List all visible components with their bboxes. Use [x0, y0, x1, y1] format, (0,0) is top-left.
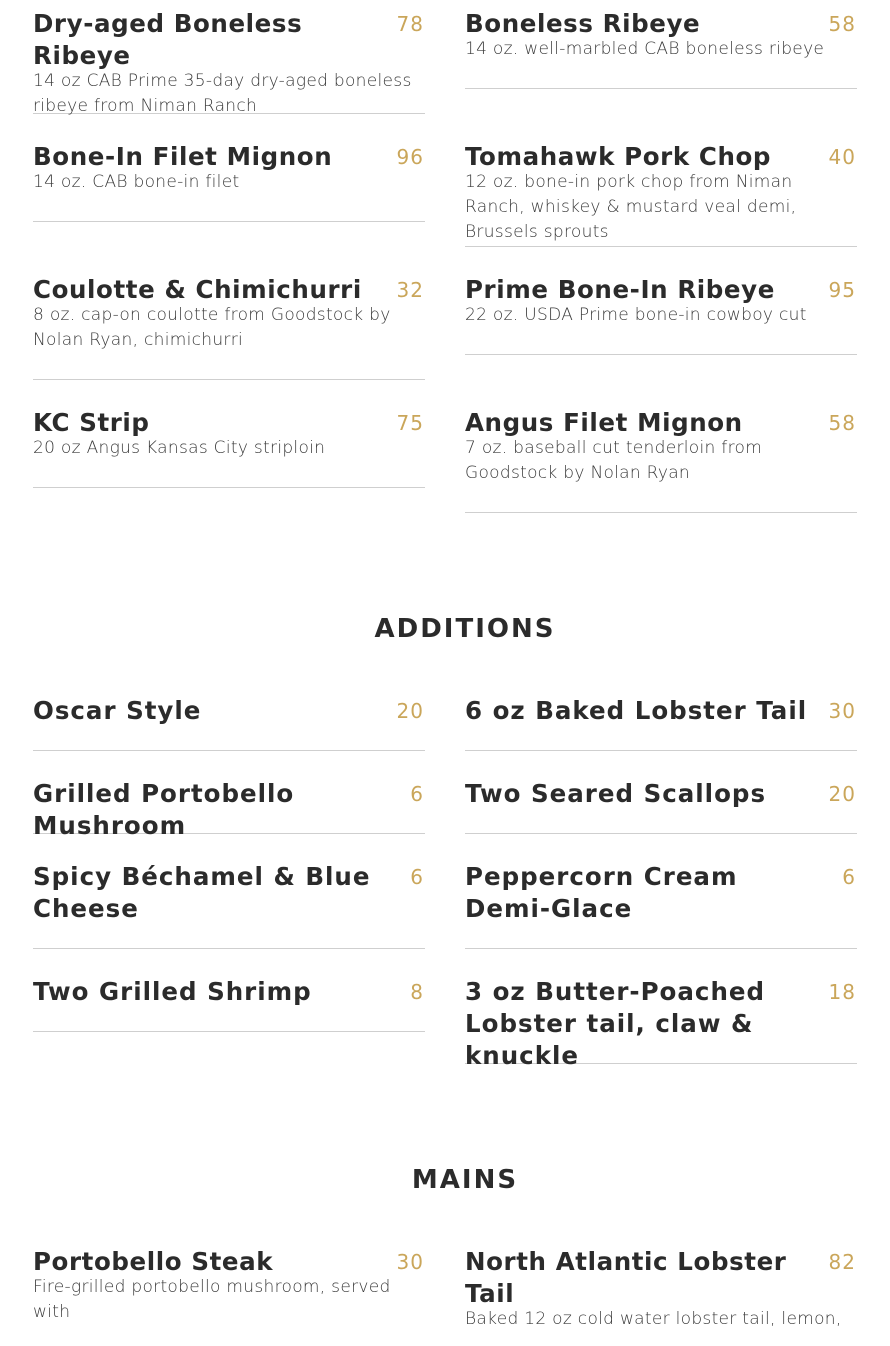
item-name: Peppercorn Cream Demi-Glace	[465, 862, 738, 923]
menu-item	[33, 407, 425, 488]
item-description: Fire-grilled portobello mushroom, served with	[33, 1277, 391, 1322]
item-name: Bone-In Filet Mignon	[33, 142, 333, 171]
menu-item	[465, 141, 857, 247]
menu-item	[33, 1246, 425, 1346]
item-price: 6	[410, 865, 424, 889]
item-description: 22 oz. USDA Prime bone-in cowboy cut	[465, 305, 807, 325]
item-name: KC Strip	[33, 408, 150, 437]
item-price: 8	[410, 980, 424, 1004]
item-name: Boneless Ribeye	[465, 9, 701, 38]
item-price: 6	[410, 782, 424, 806]
item-description: 7 oz. baseball cut tenderloin from Goodstock by Nolan Ryan	[465, 438, 763, 483]
item-name: Two Grilled Shrimp	[33, 977, 312, 1006]
addition-item	[33, 778, 425, 840]
menu-item	[465, 274, 857, 355]
item-description: 14 oz CAB Prime 35-day dry-aged boneless ribeye from Niman Ranch	[33, 71, 412, 116]
item-price: 40	[828, 145, 856, 169]
item-description: Baked 12 oz cold water lobster tail, lemon,	[465, 1309, 842, 1329]
item-price: 6	[842, 865, 856, 889]
menu-item	[33, 274, 425, 380]
item-name: Oscar Style	[33, 696, 202, 725]
section-title-additions: ADDITIONS	[374, 614, 556, 644]
item-price: 78	[396, 12, 424, 36]
addition-item	[465, 778, 857, 834]
addition-item	[33, 861, 425, 949]
item-description: 8 oz. cap-on coulotte from Goodstock by Nolan Ryan, chimichurri	[33, 305, 391, 350]
menu-item	[465, 407, 857, 513]
addition-item	[33, 695, 425, 751]
menu-item	[33, 8, 425, 114]
menu-item	[33, 141, 425, 222]
addition-item	[33, 976, 425, 1032]
item-name: Prime Bone-In Ribeye	[465, 275, 775, 304]
item-name: Grilled Portobello Mushroom	[33, 779, 295, 840]
item-price: 75	[396, 411, 424, 435]
item-price: 32	[396, 278, 424, 302]
item-description: 12 oz. bone-in pork chop from Niman Ranch, whiskey & mustard veal demi, Brussels sprouts	[465, 172, 797, 242]
item-price: 30	[828, 699, 856, 723]
item-price: 58	[828, 12, 856, 36]
item-price: 58	[828, 411, 856, 435]
item-price: 20	[396, 699, 424, 723]
item-price: 96	[396, 145, 424, 169]
item-price: 82	[828, 1250, 856, 1274]
item-name: Angus Filet Mignon	[465, 408, 743, 437]
item-description: 14 oz. well-marbled CAB boneless ribeye	[465, 39, 825, 59]
item-price: 95	[828, 278, 856, 302]
item-description: 14 oz. CAB bone-in filet	[33, 172, 240, 192]
item-price: 20	[828, 782, 856, 806]
item-price: 18	[828, 980, 856, 1004]
addition-item	[465, 695, 857, 751]
item-description: 20 oz Angus Kansas City striploin	[33, 438, 326, 458]
item-price: 30	[396, 1250, 424, 1274]
addition-item	[465, 861, 857, 949]
item-name: Portobello Steak	[33, 1247, 274, 1276]
item-name: Coulotte & Chimichurri	[33, 275, 362, 304]
item-name: Dry-aged Boneless Ribeye	[33, 9, 303, 70]
item-name: North Atlantic Lobster Tail	[465, 1247, 787, 1308]
item-name: 6 oz Baked Lobster Tail	[465, 696, 808, 725]
item-name: Tomahawk Pork Chop	[465, 142, 772, 171]
menu-item	[465, 8, 857, 89]
item-name: Two Seared Scallops	[465, 779, 767, 808]
addition-item	[465, 976, 857, 1070]
item-name: 3 oz Butter-Poached Lobster tail, claw & knuckle	[465, 977, 766, 1070]
item-name: Spicy Béchamel & Blue Cheese	[33, 862, 371, 923]
section-title-mains: MAINS	[411, 1165, 519, 1195]
menu-item	[465, 1246, 857, 1346]
